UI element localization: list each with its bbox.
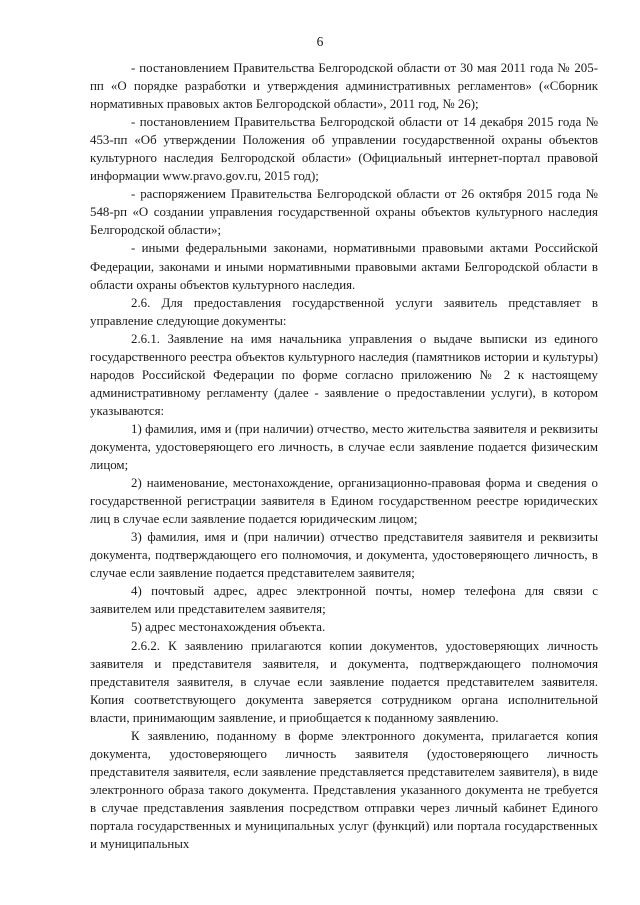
paragraph-2-6-1: 2.6.1. Заявление на имя начальника управления о выдаче выписки из единого государственного реестра объектов культурного наследия (памятников истории и культуры) народов Российской Федерации по форме согласно приложению № 2 к настоящему административному регламенту (далее - заявление о предоставлении услуги), в котором указываются: <box>90 331 598 418</box>
paragraph-2-6: 2.6. Для предоставления государственной услуги заявитель представляет в управление следующие документы: <box>90 295 598 328</box>
paragraph-other-acts: - иными федеральными законами, нормативными правовыми актами Российской Федерации, законами и иными нормативными правовыми актами Белгородской области в области охраны объектов культурного наследия. <box>90 241 598 292</box>
paragraph-decree-453: - постановлением Правительства Белгородской области от 14 декабря 2015 года № 453-пп «Об утверждении Положения об управлении государственной охраны объектов культурного наследия Белгородской области» (Официальный интернет-портал правовой информации www.pravo.gov.ru, 2015 год); <box>90 115 598 184</box>
paragraph-electronic-application: К заявлению, поданному в форме электронного документа, прилагается копия документа, удостоверяющего личность заявителя (удостоверяющего личность представителя заявителя, если заявление представляется представителем заявителя), в виде электронного образа такого документа. Представления указанного документа не требуется в случае представления заявления посредством отправки через личный кабинет Единого портала государственных и муниципальных услуг (функций) или портала государственных и муниципальных <box>90 728 598 852</box>
list-item-5: 5) адрес местонахождения объекта. <box>131 620 326 635</box>
list-item-2: 2) наименование, местонахождение, организационно-правовая форма и сведения о государственной регистрации заявителя в Едином государственном реестре юридических лиц в случае если заявление подается юридическим лицом; <box>90 476 598 527</box>
paragraph-2-6-2: 2.6.2. К заявлению прилагаются копии документов, удостоверяющих личность заявителя и представителя заявителя, и документа, подтверждающего полномочия представителя заявителя, в случае если заявление подается представителем заявителя. Копия соответствующего документа заверяется сотрудником органа исполнительной власти, принимающим заявление, и приобщается к поданному заявлению. <box>90 638 598 725</box>
list-item-1: 1) фамилия, имя и (при наличии) отчество, место жительства заявителя и реквизиты документа, удостоверяющего его личность, в случае если заявление подается физическим лицом; <box>90 421 598 473</box>
list-item-3: 3) фамилия, имя и (при наличии) отчество представителя заявителя и реквизиты документа, подтверждающего его полномочия, и документа, удостоверяющего личность, в случае если заявление подается представителем заявителя; <box>90 530 598 581</box>
list-item-4: 4) почтовый адрес, адрес электронной почты, номер телефона для связи с заявителем или представителем заявителя; <box>90 584 598 617</box>
page-number: 6 <box>316 34 324 49</box>
paragraph-order-548: - распоряжением Правительства Белгородской области от 26 октября 2015 года № 548-рп «О создании управления государственной охраны объектов культурного наследия Белгородской области»; <box>90 187 598 238</box>
paragraph-decree-205: - постановлением Правительства Белгородской области от 30 мая 2011 года № 205-пп «О порядке разработки и утверждения административных регламентов» («Сборник нормативных правовых актов Белгородской области», 2011 год, № 26); <box>90 61 598 112</box>
document-body <box>90 59 598 853</box>
